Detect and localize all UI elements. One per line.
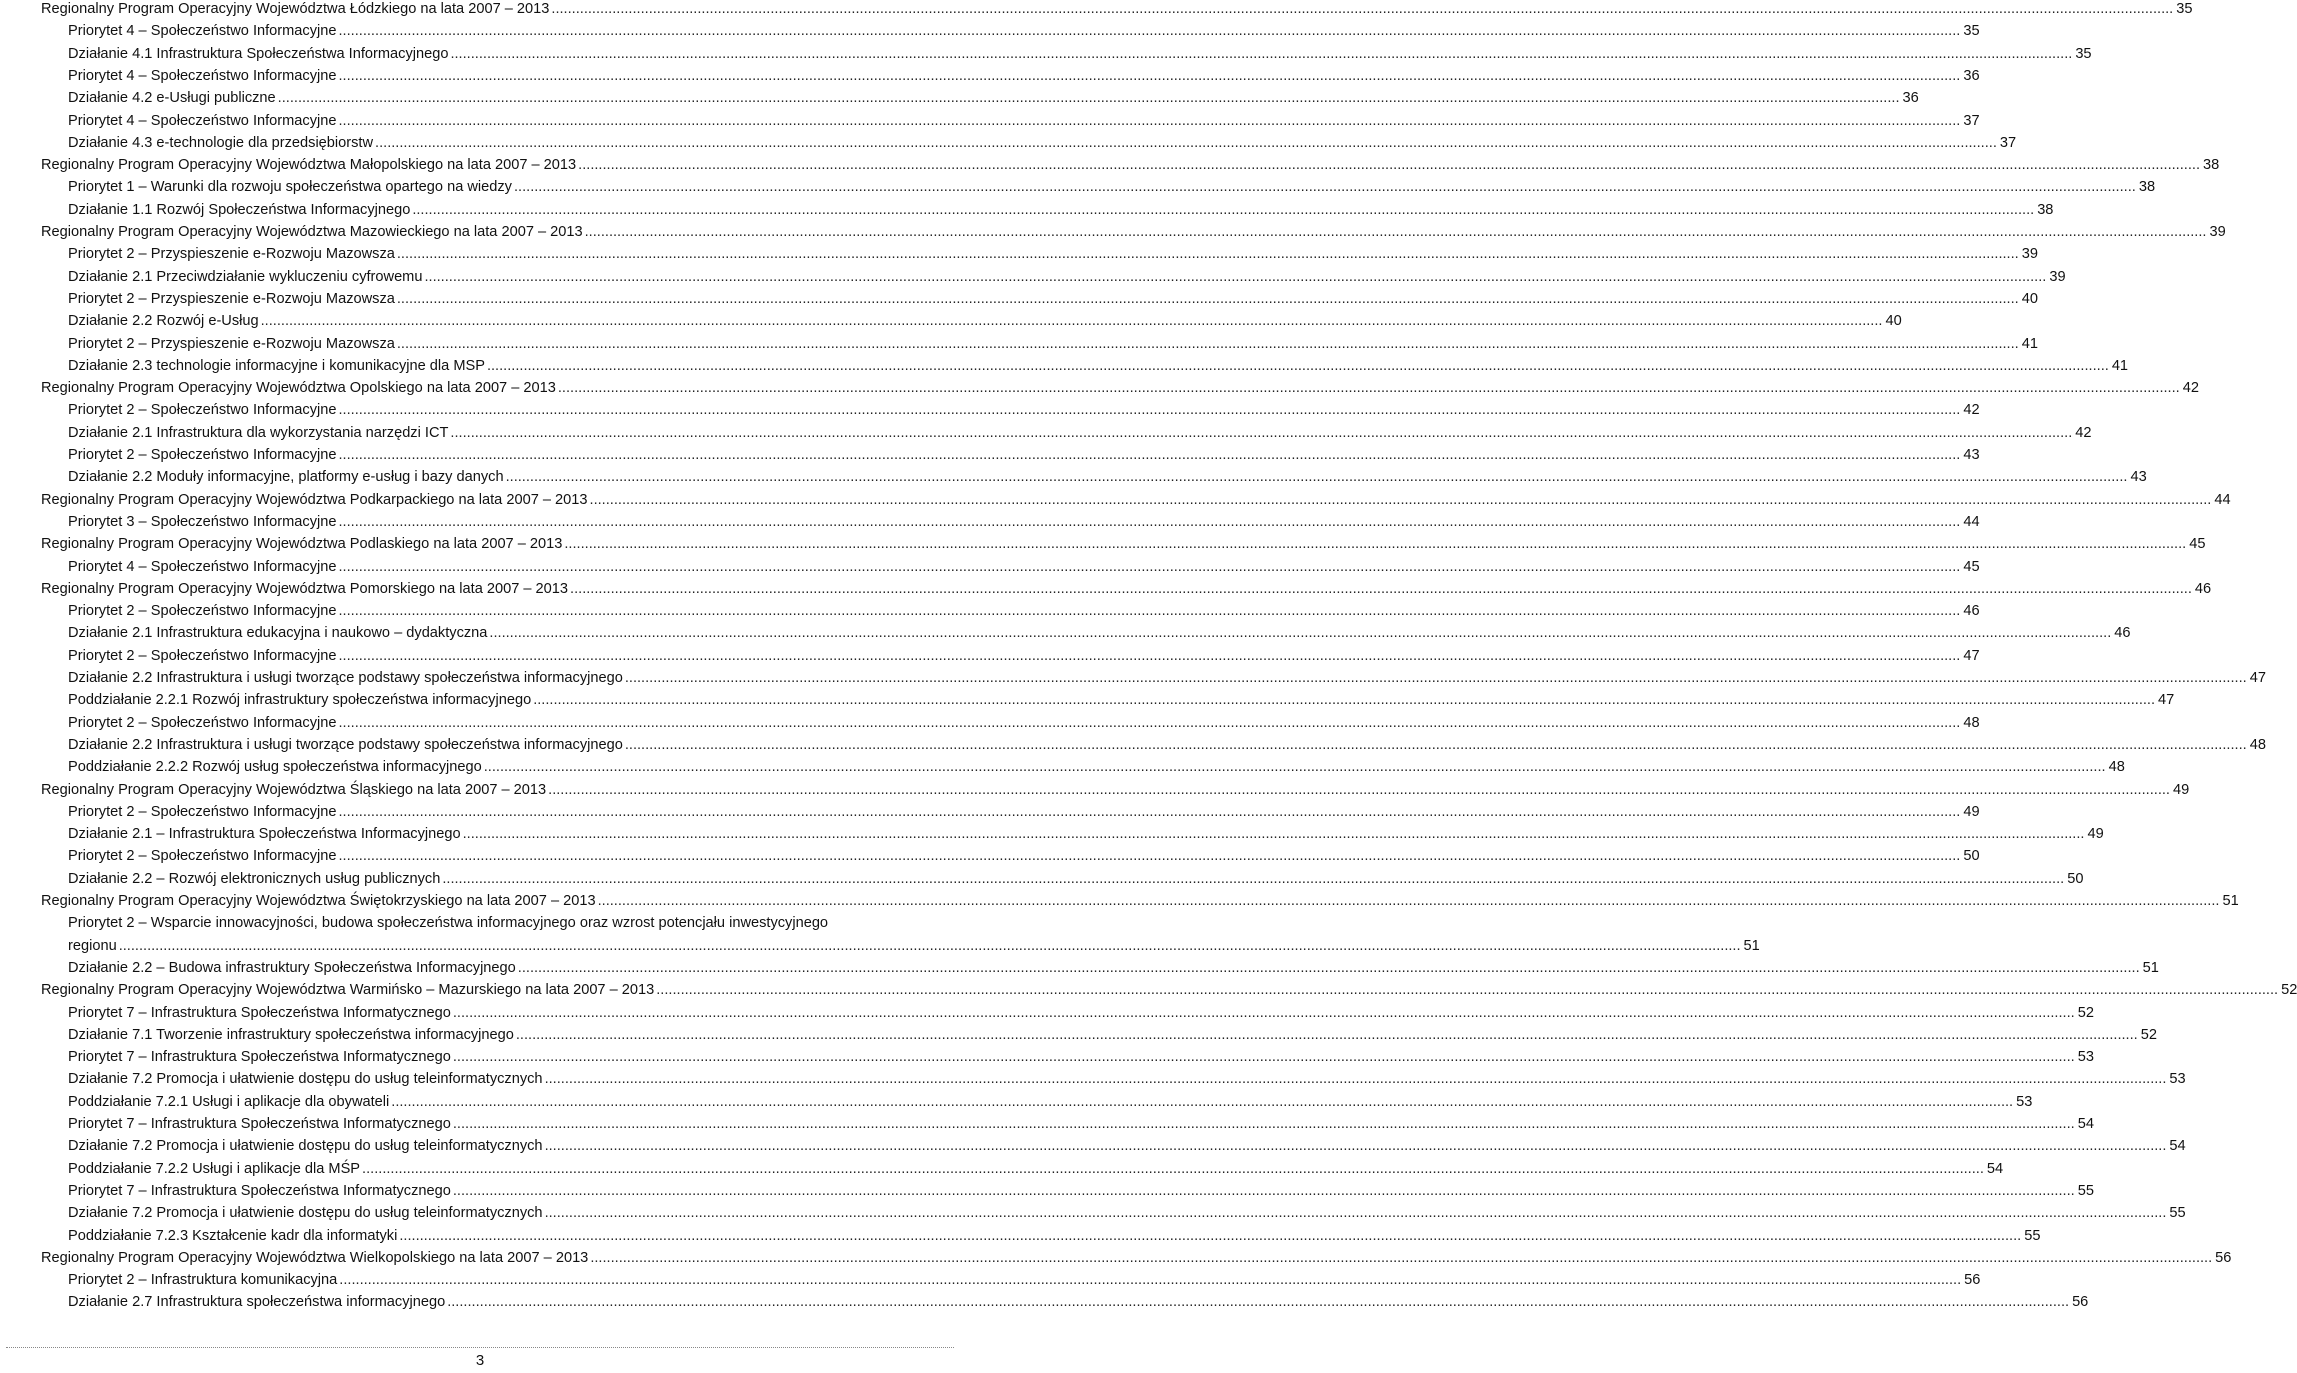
dot-leader: ................................................................................................................................................................................................................................................................................................................................................................................................................ bbox=[570, 580, 2192, 597]
toc-entry-title: Priorytet 4 – Społeczeństwo Informacyjne bbox=[68, 112, 337, 129]
toc-entry-title: Działanie 7.2 Promocja i ułatwienie dostępu do usług teleinformatycznych bbox=[68, 1205, 543, 1222]
toc-entry-title: Działanie 4.2 e-Usługi publiczne bbox=[68, 90, 276, 107]
dot-leader: ................................................................................................................................................................................................................................................................................................................................................................................................................ bbox=[544, 1138, 2167, 1155]
toc-entry-subsection[interactable] bbox=[68, 308, 1902, 330]
toc-entry-title: Działanie 2.3 technologie informacyjne i komunikacyjne dla MSP bbox=[68, 357, 485, 374]
toc-entry-title: Regionalny Program Operacyjny Województwa Pomorskiego na lata 2007 – 2013 bbox=[41, 580, 569, 597]
dot-leader: ................................................................................................................................................................................................................................................................................................................................................................................................................ bbox=[557, 380, 2180, 397]
toc-entry-page-number: 43 bbox=[2130, 469, 2147, 486]
toc-entry-title: Poddziałanie 2.2.1 Rozwój infrastruktury społeczeństwa informacyjnego bbox=[68, 692, 532, 709]
dot-leader: ................................................................................................................................................................................................................................................................................................................................................................................................................ bbox=[452, 1182, 2075, 1199]
toc-entry-page-number: 56 bbox=[2215, 1249, 2232, 1266]
toc-entry-page-number: 55 bbox=[2077, 1182, 2094, 1199]
toc-entry-page-number: 51 bbox=[2142, 959, 2159, 976]
toc-entry-subsection[interactable] bbox=[68, 843, 1980, 865]
toc-entry-page-number: 39 bbox=[2209, 224, 2226, 240]
toc-entry-page-number: 41 bbox=[2021, 335, 2038, 352]
toc-entry-subsection[interactable] bbox=[68, 353, 2129, 375]
toc-entry-subsection[interactable] bbox=[68, 1111, 2094, 1133]
dot-leader: ................................................................................................................................................................................................................................................................................................................................................................................................................ bbox=[564, 536, 2187, 553]
dot-leader: ................................................................................................................................................................................................................................................................................................................................................................................................................ bbox=[399, 1227, 2022, 1244]
dot-leader: ................................................................................................................................................................................................................................................................................................................................................................................................................ bbox=[513, 179, 2136, 196]
toc-entry-program[interactable] bbox=[41, 531, 2206, 553]
toc-entry-page-number: 51 bbox=[2222, 893, 2239, 909]
dot-leader: ................................................................................................................................................................................................................................................................................................................................................................................................................ bbox=[277, 90, 1900, 107]
toc-entry-subsection[interactable] bbox=[68, 1022, 2157, 1044]
toc-entry-title: Działanie 2.1 Infrastruktura dla wykorzystania narzędzi ICT bbox=[68, 424, 449, 441]
toc-entry-title: Priorytet 4 – Społeczeństwo Informacyjne bbox=[68, 67, 337, 84]
toc-entry-title: Działanie 2.2 Rozwój e-Usług bbox=[68, 313, 259, 330]
dot-leader: ................................................................................................................................................................................................................................................................................................................................................................................................................ bbox=[338, 23, 1961, 40]
dot-leader: ................................................................................................................................................................................................................................................................................................................................................................................................................ bbox=[584, 224, 2207, 240]
toc-entry-subsection[interactable] bbox=[68, 442, 1980, 464]
dot-leader: ................................................................................................................................................................................................................................................................................................................................................................................................................ bbox=[338, 402, 1961, 419]
toc-entry-page-number: 46 bbox=[1963, 603, 1980, 620]
dot-leader: ................................................................................................................................................................................................................................................................................................................................................................................................................ bbox=[396, 335, 2019, 352]
dot-leader: ................................................................................................................................................................................................................................................................................................................................................................................................................ bbox=[452, 1116, 2075, 1132]
toc-entry-title: Regionalny Program Operacyjny Województwa Podlaskiego na lata 2007 – 2013 bbox=[41, 536, 563, 553]
toc-entry-title: Priorytet 2 – Społeczeństwo Informacyjne bbox=[68, 402, 337, 419]
toc-entry-title: regionu bbox=[68, 937, 117, 954]
toc-entry-title: Działanie 2.1 Przeciwdziałanie wykluczeniu cyfrowemu bbox=[68, 268, 423, 285]
toc-entry-subsection[interactable] bbox=[68, 799, 1980, 821]
dot-leader: ................................................................................................................................................................................................................................................................................................................................................................................................................ bbox=[338, 714, 1961, 731]
toc-entry-title: Regionalny Program Operacyjny Województwa Opolskiego na lata 2007 – 2013 bbox=[41, 380, 556, 397]
toc-entry-page-number: 38 bbox=[2037, 201, 2054, 218]
dot-leader: ................................................................................................................................................................................................................................................................................................................................................................................................................ bbox=[338, 848, 1961, 865]
dot-leader: ................................................................................................................................................................................................................................................................................................................................................................................................................ bbox=[450, 424, 2073, 441]
toc-entry-page-number: 54 bbox=[1986, 1160, 2004, 1177]
toc-entry-subsection[interactable] bbox=[68, 18, 1980, 40]
toc-entry-page-number: 52 bbox=[2281, 982, 2297, 999]
toc-entry-page-number: 48 bbox=[1963, 714, 1980, 731]
toc-entry-title: Regionalny Program Operacyjny Województwa Śląskiego na lata 2007 – 2013 bbox=[41, 781, 547, 798]
toc-entry-program[interactable] bbox=[41, 777, 2190, 799]
dot-leader: ................................................................................................................................................................................................................................................................................................................................................................................................................ bbox=[452, 1049, 2075, 1066]
toc-entry-page-number: 48 bbox=[2249, 736, 2266, 753]
toc-entry-program[interactable] bbox=[41, 375, 2199, 397]
toc-entry-page-number: 39 bbox=[2049, 268, 2066, 285]
toc-entry-subsection[interactable] bbox=[68, 397, 1980, 419]
toc-entry-subsection[interactable] bbox=[68, 754, 2125, 776]
toc-entry-title: Poddziałanie 7.2.2 Usługi i aplikacje dla MŚP bbox=[68, 1160, 361, 1177]
toc-entry-subsection[interactable] bbox=[68, 420, 2092, 442]
toc-entry-title: Priorytet 7 – Infrastruktura Społeczeństwa Informatycznego bbox=[68, 1182, 451, 1199]
toc-entry-title: Działanie 2.1 Infrastruktura edukacyjna i naukowo – dydaktyczna bbox=[68, 625, 488, 642]
toc-entry-page-number: 37 bbox=[1999, 134, 2017, 151]
dot-leader: ................................................................................................................................................................................................................................................................................................................................................................................................................ bbox=[483, 759, 2106, 776]
dot-leader: ................................................................................................................................................................................................................................................................................................................................................................................................................ bbox=[551, 1, 2174, 17]
dot-leader: ................................................................................................................................................................................................................................................................................................................................................................................................................ bbox=[424, 268, 2047, 285]
toc-entry-page-number: 46 bbox=[2194, 580, 2212, 597]
toc-entry-program[interactable] bbox=[41, 1245, 2232, 1267]
dot-leader: ................................................................................................................................................................................................................................................................................................................................................................................................................ bbox=[589, 491, 2212, 508]
toc-entry-page-number: 52 bbox=[2077, 1004, 2094, 1021]
toc-entry-title: Regionalny Program Operacyjny Województwa Podkarpackiego na lata 2007 – 2013 bbox=[41, 491, 588, 508]
page-number: 3 bbox=[475, 1352, 485, 1369]
toc-entry-page-number: 39 bbox=[2021, 246, 2038, 263]
dot-leader: ................................................................................................................................................................................................................................................................................................................................................................................................................ bbox=[260, 313, 1883, 330]
toc-entry-title: Działanie 2.2 Moduły informacyjne, platformy e-usług i bazy danych bbox=[68, 469, 504, 486]
toc-entry-subsection[interactable] bbox=[68, 1289, 2089, 1311]
toc-entry-title: Poddziałanie 7.2.3 Kształcenie kadr dla informatyki bbox=[68, 1227, 398, 1244]
toc-entry-program[interactable] bbox=[41, 576, 2212, 598]
dot-leader: ................................................................................................................................................................................................................................................................................................................................................................................................................ bbox=[544, 1205, 2167, 1222]
toc-entry-subsection[interactable] bbox=[68, 598, 1980, 620]
toc-entry-page-number: 55 bbox=[2169, 1205, 2186, 1222]
toc-entry-subsection[interactable] bbox=[68, 85, 1919, 107]
toc-entry-title: Priorytet 2 – Społeczeństwo Informacyjne bbox=[68, 447, 337, 463]
dot-leader: ................................................................................................................................................................................................................................................................................................................................................................................................................ bbox=[396, 246, 2019, 263]
toc-entry-subsection[interactable] bbox=[68, 710, 1980, 732]
toc-entry-subsection[interactable] bbox=[68, 1178, 2094, 1200]
toc-entry-subsection[interactable] bbox=[68, 241, 2038, 263]
toc-entry-page-number: 53 bbox=[2016, 1093, 2033, 1110]
toc-entry-title: Działanie 2.2 – Budowa infrastruktury Społeczeństwa Informacyjnego bbox=[68, 959, 516, 976]
toc-entry-page-number: 38 bbox=[2138, 179, 2156, 196]
toc-entry-title: Priorytet 2 – Przyspieszenie e-Rozwoju Mazowsza bbox=[68, 246, 395, 263]
dot-leader: ................................................................................................................................................................................................................................................................................................................................................................................................................ bbox=[597, 893, 2220, 909]
toc-entry-page-number: 52 bbox=[2140, 1026, 2157, 1043]
toc-entry-program[interactable] bbox=[41, 888, 2239, 910]
toc-entry-title: Priorytet 3 – Społeczeństwo Informacyjne bbox=[68, 513, 337, 530]
toc-entry-subsection[interactable] bbox=[68, 174, 2156, 196]
toc-entry-page-number: 53 bbox=[2169, 1071, 2186, 1088]
toc-entry-subsection[interactable] bbox=[68, 63, 1980, 85]
toc-entry-title: Działanie 7.2 Promocja i ułatwienie dostępu do usług teleinformatycznych bbox=[68, 1071, 543, 1088]
toc-entry-title: Poddziałanie 2.2.2 Rozwój usług społeczeństwa informacyjnego bbox=[68, 759, 482, 776]
toc-entry-subsection[interactable] bbox=[68, 1000, 2094, 1022]
dot-leader: ................................................................................................................................................................................................................................................................................................................................................................................................................ bbox=[339, 1272, 1962, 1289]
toc-entry-title: Poddziałanie 7.2.1 Usługi i aplikacje dla obywateli bbox=[68, 1093, 390, 1110]
toc-entry-page-number: 42 bbox=[2182, 380, 2199, 397]
toc-entry-subsection[interactable] bbox=[68, 866, 2084, 888]
toc-entry-title: Regionalny Program Operacyjny Województwa Świętokrzyskiego na lata 2007 – 2013 bbox=[41, 893, 596, 909]
toc-entry-page-number: 51 bbox=[1743, 937, 1760, 954]
toc-entry-subsection[interactable] bbox=[68, 1044, 2094, 1066]
toc-entry-program[interactable] bbox=[41, 152, 2220, 174]
dot-leader: ................................................................................................................................................................................................................................................................................................................................................................................................................ bbox=[447, 1294, 2070, 1311]
dot-leader: ................................................................................................................................................................................................................................................................................................................................................................................................................ bbox=[442, 870, 2065, 887]
toc-entry-title: Działanie 2.2 Infrastruktura i usługi tworzące podstawy społeczeństwa informacyjnego bbox=[68, 670, 623, 686]
dot-leader: ................................................................................................................................................................................................................................................................................................................................................................................................................ bbox=[338, 558, 1961, 575]
toc-entry-subsection[interactable] bbox=[68, 264, 2066, 286]
toc-entry-page-number: 38 bbox=[2203, 157, 2220, 174]
toc-entry-subsection[interactable] bbox=[68, 933, 1760, 955]
toc-entry-page-number: 56 bbox=[2072, 1294, 2089, 1311]
toc-entry-title: Działanie 4.1 Infrastruktura Społeczeństwa Informacyjnego bbox=[68, 45, 449, 62]
toc-entry-page-number: 40 bbox=[1885, 313, 1902, 330]
dot-leader: ................................................................................................................................................................................................................................................................................................................................................................................................................ bbox=[338, 67, 1961, 84]
dot-leader: ................................................................................................................................................................................................................................................................................................................................................................................................................ bbox=[338, 803, 1961, 820]
toc-entry-subsection[interactable] bbox=[68, 1156, 2004, 1178]
toc-entry-page-number: 55 bbox=[2024, 1227, 2041, 1244]
toc-entry-title: Priorytet 1 – Warunki dla rozwoju społeczeństwa opartego na wiedzy bbox=[68, 179, 512, 196]
toc-entry-page-number: 50 bbox=[1963, 848, 1980, 865]
toc-entry-title: Regionalny Program Operacyjny Województwa Małopolskiego na lata 2007 – 2013 bbox=[41, 157, 577, 174]
toc-entry-page-number: 49 bbox=[2087, 826, 2104, 843]
dot-leader: ................................................................................................................................................................................................................................................................................................................................................................................................................ bbox=[462, 826, 2085, 843]
toc-entry-title: Priorytet 7 – Infrastruktura Społeczeństwa Informatycznego bbox=[68, 1004, 451, 1021]
dot-leader: ................................................................................................................................................................................................................................................................................................................................................................................................................ bbox=[505, 469, 2128, 486]
toc-entry-page-number: 36 bbox=[1902, 90, 1919, 107]
toc-entry-title: Priorytet 7 – Infrastruktura Społeczeństwa Informatycznego bbox=[68, 1049, 451, 1066]
dot-leader: ................................................................................................................................................................................................................................................................................................................................................................................................................ bbox=[489, 625, 2112, 642]
toc-entry-title: Priorytet 2 – Przyspieszenie e-Rozwoju Mazowsza bbox=[68, 335, 395, 352]
toc-entry-title: Działanie 7.1 Tworzenie infrastruktury społeczeństwa informacyjnego bbox=[68, 1026, 514, 1043]
toc-entry-page-number: 40 bbox=[2021, 290, 2038, 307]
toc-entry-page-number: 47 bbox=[1963, 647, 1980, 664]
dot-leader: ................................................................................................................................................................................................................................................................................................................................................................................................................ bbox=[515, 1026, 2138, 1043]
toc-entry-subsection[interactable] bbox=[68, 1089, 2033, 1111]
toc-entry-subsection[interactable] bbox=[68, 643, 1980, 665]
toc-entry-page-number: 35 bbox=[1963, 23, 1980, 40]
dot-leader: ................................................................................................................................................................................................................................................................................................................................................................................................................ bbox=[624, 736, 2247, 753]
dot-leader: ................................................................................................................................................................................................................................................................................................................................................................................................................ bbox=[412, 201, 2035, 218]
toc-entry-page-number: 50 bbox=[2067, 870, 2084, 887]
toc-entry-subsection[interactable] bbox=[68, 732, 2266, 754]
dot-leader: ................................................................................................................................................................................................................................................................................................................................................................................................................ bbox=[338, 647, 1961, 664]
toc-entry-subsection[interactable] bbox=[68, 821, 2104, 843]
toc-entry-subsection[interactable] bbox=[68, 197, 2054, 219]
toc-entry-page-number: 47 bbox=[2249, 670, 2266, 686]
toc-entry-page-number: 41 bbox=[2111, 357, 2129, 374]
toc-entry-subsection[interactable] bbox=[68, 1223, 2041, 1245]
dot-leader: ................................................................................................................................................................................................................................................................................................................................................................................................................ bbox=[544, 1071, 2167, 1088]
toc-entry-subsection[interactable] bbox=[68, 620, 2131, 642]
toc-entry-title: Priorytet 2 – Przyspieszenie e-Rozwoju Mazowsza bbox=[68, 290, 395, 307]
dot-leader: ................................................................................................................................................................................................................................................................................................................................................................................................................ bbox=[517, 959, 2140, 976]
dot-leader: ................................................................................................................................................................................................................................................................................................................................................................................................................ bbox=[338, 603, 1961, 620]
toc-entry-page-number: 44 bbox=[1963, 513, 1980, 530]
toc-entry-title: Działanie 2.1 – Infrastruktura Społeczeństwa Informacyjnego bbox=[68, 826, 461, 843]
toc-entry-page-number: 42 bbox=[1963, 402, 1980, 419]
footer-divider bbox=[6, 1347, 954, 1348]
dot-leader: ................................................................................................................................................................................................................................................................................................................................................................................................................ bbox=[375, 134, 1997, 151]
toc-entry-subsection[interactable] bbox=[68, 331, 2038, 353]
toc-entry-page-number: 43 bbox=[1963, 447, 1980, 463]
toc-entry-subsection[interactable] bbox=[68, 130, 2017, 152]
toc-entry-page-number: 48 bbox=[2108, 759, 2125, 776]
toc-entry-title: Priorytet 2 – Społeczeństwo Informacyjne bbox=[68, 603, 337, 620]
dot-leader: ................................................................................................................................................................................................................................................................................................................................................................................................................ bbox=[118, 937, 1741, 954]
toc-entry-subsection[interactable] bbox=[68, 1133, 2186, 1155]
toc-entry-subsection[interactable] bbox=[68, 687, 2175, 709]
toc-entry-page-number: 36 bbox=[1963, 67, 1980, 84]
toc-entry-page-number: 49 bbox=[2173, 781, 2190, 798]
toc-entry-subsection[interactable] bbox=[68, 41, 2092, 63]
toc-entry-title: Działanie 2.2 – Rozwój elektronicznych usług publicznych bbox=[68, 870, 441, 887]
toc-entry-title: Działanie 2.7 Infrastruktura społeczeństwa informacyjnego bbox=[68, 1294, 446, 1311]
toc-entry-subsection[interactable] bbox=[68, 1200, 2186, 1222]
toc-entry-page-number: 49 bbox=[1963, 803, 1980, 820]
dot-leader: ................................................................................................................................................................................................................................................................................................................................................................................................................ bbox=[452, 1004, 2075, 1021]
dot-leader: ................................................................................................................................................................................................................................................................................................................................................................................................................ bbox=[624, 670, 2247, 686]
toc-entry-title: Priorytet 4 – Społeczeństwo Informacyjne bbox=[68, 558, 337, 575]
toc-entry-subsection[interactable] bbox=[68, 554, 1980, 576]
toc-entry-title: Priorytet 2 – Społeczeństwo Informacyjne bbox=[68, 714, 337, 731]
toc-entry-program[interactable] bbox=[41, 0, 2193, 18]
toc-entry-title: Regionalny Program Operacyjny Województwa Warmińsko – Mazurskiego na lata 2007 – 2013 bbox=[41, 982, 655, 999]
toc-entry-title: Działanie 7.2 Promocja i ułatwienie dostępu do usług teleinformatycznych bbox=[68, 1138, 543, 1155]
toc-entry-title: Priorytet 2 – Społeczeństwo Informacyjne bbox=[68, 647, 337, 664]
dot-leader: ................................................................................................................................................................................................................................................................................................................................................................................................................ bbox=[391, 1093, 2014, 1110]
toc-entry-subsection[interactable] bbox=[68, 1066, 2186, 1088]
toc-entry-page-number: 35 bbox=[2075, 45, 2092, 62]
toc-entry-title-line[interactable]: Priorytet 2 – Wsparcie innowacyjności, budowa społeczeństwa informacyjnego oraz wzrost potencjału inwestycyjnego bbox=[68, 915, 829, 932]
toc-entry-page-number: 46 bbox=[2114, 625, 2131, 642]
toc-entry-program[interactable] bbox=[41, 977, 2297, 999]
dot-leader: ................................................................................................................................................................................................................................................................................................................................................................................................................ bbox=[533, 692, 2156, 709]
toc-entry-page-number: 45 bbox=[2189, 536, 2206, 553]
toc-entry-title: Priorytet 7 – Infrastruktura Społeczeństwa Informatycznego bbox=[68, 1116, 451, 1132]
dot-leader: ................................................................................................................................................................................................................................................................................................................................................................................................................ bbox=[362, 1160, 1984, 1177]
dot-leader: ................................................................................................................................................................................................................................................................................................................................................................................................................ bbox=[656, 982, 2279, 999]
toc-entry-subsection[interactable] bbox=[68, 286, 2038, 308]
toc-entry-title: Priorytet 2 – Społeczeństwo Informacyjne bbox=[68, 848, 337, 865]
toc-entry-page-number: 47 bbox=[2158, 692, 2175, 709]
toc-entry-page-number: 42 bbox=[2075, 424, 2092, 441]
toc-entry-page-number: 54 bbox=[2077, 1116, 2094, 1132]
toc-entry-title: Regionalny Program Operacyjny Województwa Mazowieckiego na lata 2007 – 2013 bbox=[41, 224, 583, 240]
toc-entry-subsection[interactable] bbox=[68, 509, 1980, 531]
dot-leader: ................................................................................................................................................................................................................................................................................................................................................................................................................ bbox=[590, 1249, 2213, 1266]
toc-entry-title: Działanie 2.2 Infrastruktura i usługi tworzące podstawy społeczeństwa informacyjnego bbox=[68, 736, 623, 753]
dot-leader: ................................................................................................................................................................................................................................................................................................................................................................................................................ bbox=[396, 290, 2019, 307]
dot-leader: ................................................................................................................................................................................................................................................................................................................................................................................................................ bbox=[548, 781, 2170, 798]
toc-entry-title: Regionalny Program Operacyjny Województwa Łódzkiego na lata 2007 – 2013 bbox=[41, 1, 550, 17]
dot-leader: ................................................................................................................................................................................................................................................................................................................................................................................................................ bbox=[338, 112, 1961, 129]
toc-entry-title: Działanie 1.1 Rozwój Społeczeństwa Informacyjnego bbox=[68, 201, 411, 218]
toc-entry-title: Regionalny Program Operacyjny Województwa Wielkopolskiego na lata 2007 – 2013 bbox=[41, 1249, 589, 1266]
toc-entry-subsection[interactable] bbox=[68, 955, 2159, 977]
dot-leader: ................................................................................................................................................................................................................................................................................................................................................................................................................ bbox=[578, 157, 2201, 174]
toc-entry-program[interactable] bbox=[41, 219, 2226, 241]
toc-entry-subsection[interactable] bbox=[68, 464, 2147, 486]
toc-entry-page-number: 44 bbox=[2214, 491, 2231, 508]
toc-entry-program[interactable] bbox=[41, 487, 2231, 509]
toc-entry-title: Priorytet 2 – Społeczeństwo Informacyjne bbox=[68, 803, 337, 820]
dot-leader: ................................................................................................................................................................................................................................................................................................................................................................................................................ bbox=[338, 447, 1961, 463]
toc-entry-subsection[interactable] bbox=[68, 1267, 1981, 1289]
toc-entry-title: Priorytet 4 – Społeczeństwo Informacyjne bbox=[68, 23, 337, 40]
toc-entry-subsection[interactable] bbox=[68, 665, 2266, 687]
toc-entry-page-number: 54 bbox=[2169, 1138, 2186, 1155]
dot-leader: ................................................................................................................................................................................................................................................................................................................................................................................................................ bbox=[450, 45, 2073, 62]
toc-entry-page-number: 53 bbox=[2077, 1049, 2094, 1066]
toc-entry-title: Priorytet 2 – Infrastruktura komunikacyjna bbox=[68, 1272, 338, 1289]
toc-entry-page-number: 37 bbox=[1963, 112, 1980, 129]
dot-leader: ................................................................................................................................................................................................................................................................................................................................................................................................................ bbox=[338, 513, 1961, 530]
toc-entry-title: Działanie 4.3 e-technologie dla przedsiębiorstw bbox=[68, 134, 374, 151]
toc-entry-subsection[interactable] bbox=[68, 108, 1980, 130]
toc-entry-page-number: 35 bbox=[2176, 1, 2193, 17]
toc-entry-page-number: 56 bbox=[1964, 1272, 1981, 1289]
toc-entry-page-number: 45 bbox=[1963, 558, 1980, 575]
dot-leader: ................................................................................................................................................................................................................................................................................................................................................................................................................ bbox=[486, 357, 2109, 374]
